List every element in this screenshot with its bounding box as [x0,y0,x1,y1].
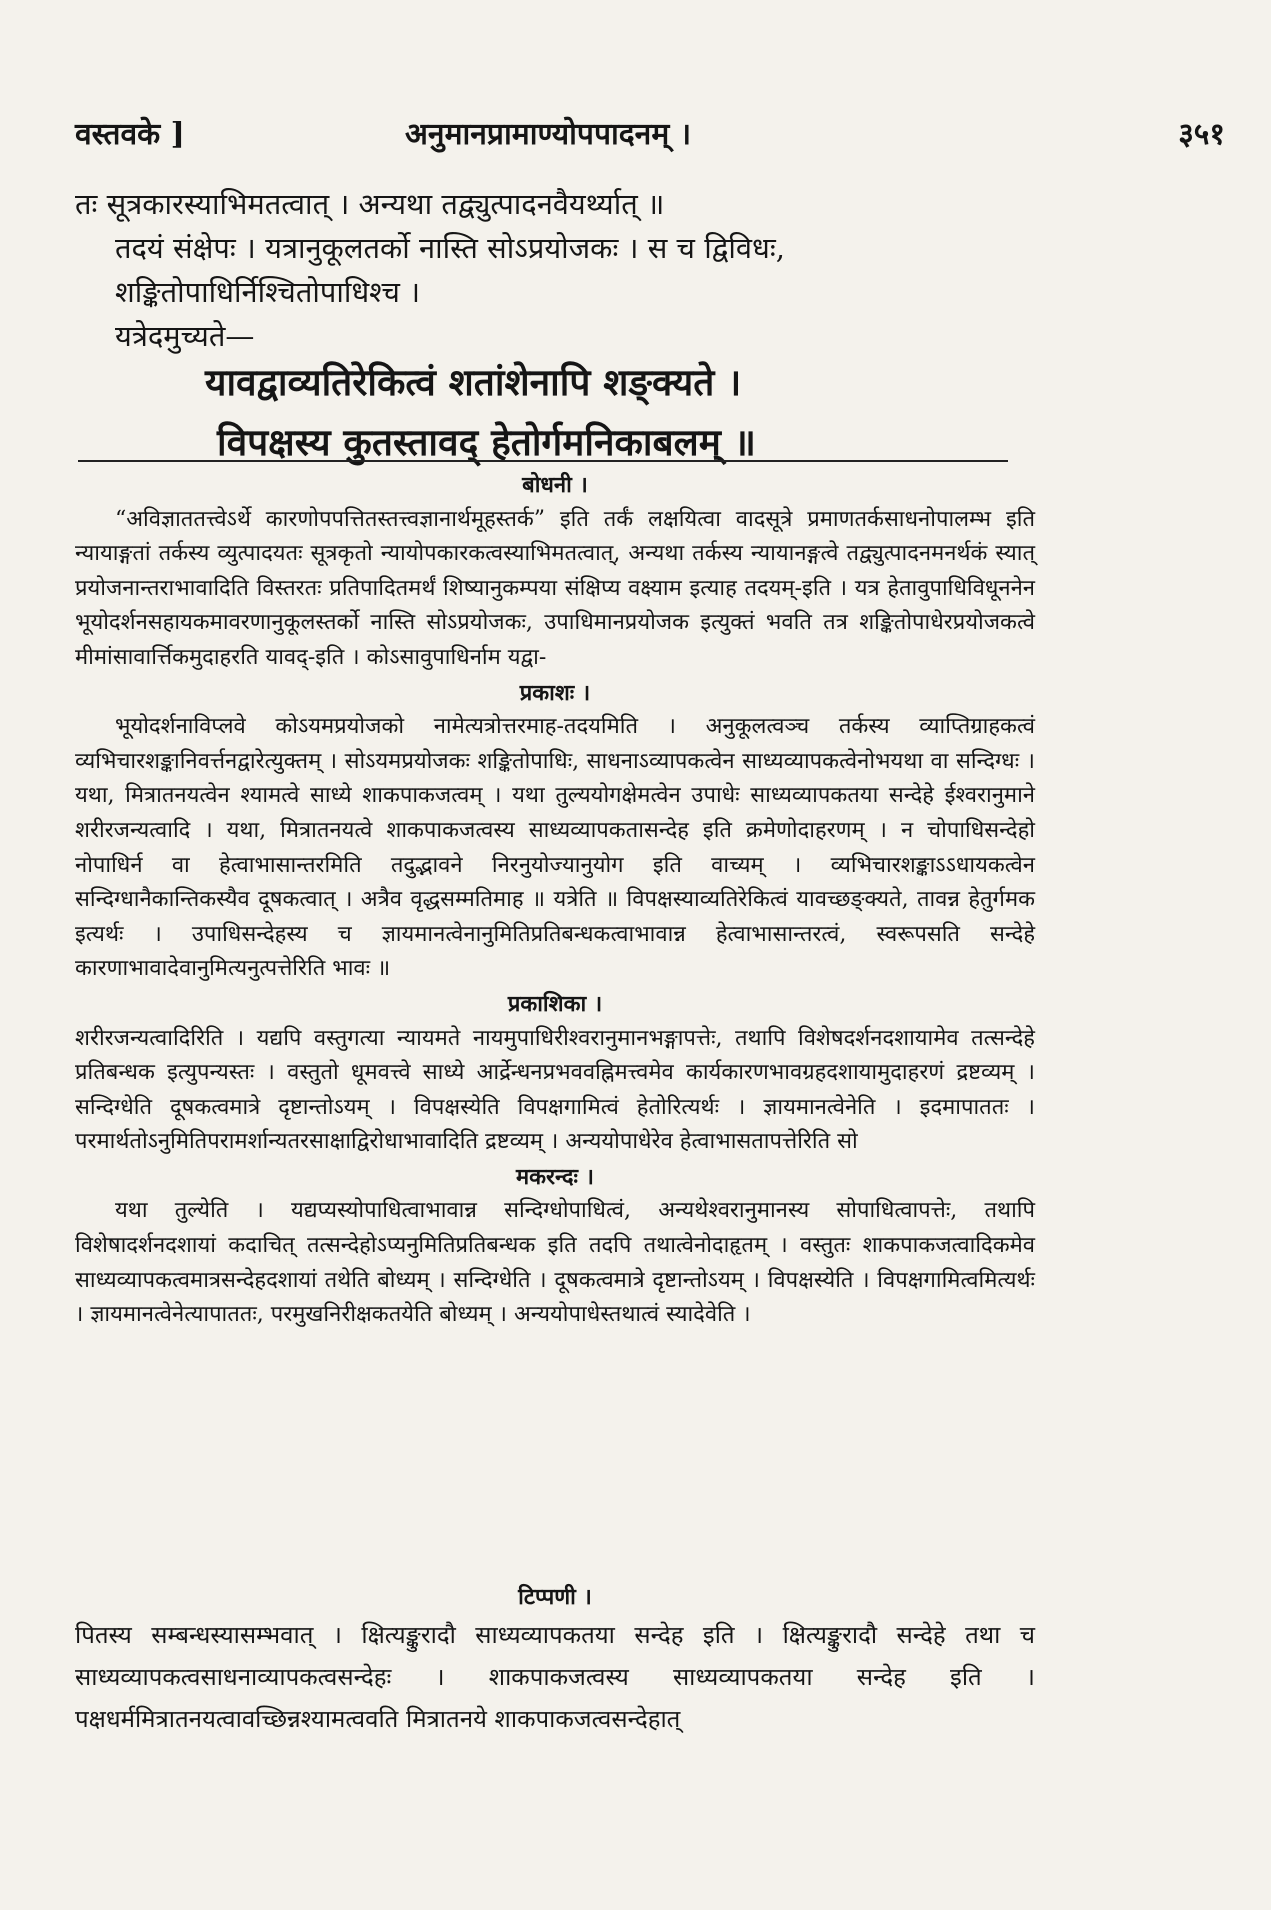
commentary-text-makaranda: यथा तुल्येति । यद्यप्यस्योपाधित्वाभावान्न सन्दिग्धोपाधित्वं, अन्यथेश्वरानुमानस्य सोपाधित्वापत्तेः, तथापि विशेषादर्शनदशायां कदाचित् तत्सन्देहोऽप्यनुमितिप्रतिबन्धक इति तदपि तथात्वेनोदाहृतम् । वस्तुतः शाकपाकजत्वादिकमेव साध्यव्यापकत्वमात्रसन्देहदशायां तथेति बोध्यम् । सन्दिग्धेति । दूषकत्वमात्रे दृष्टान्तोऽयम् । विपक्षस्येति । विपक्षगामित्वमित्यर्थः । ज्ञायमानत्वेनेत्यापाततः, परमुखनिरीक्षकतयेति बोध्यम् । अन्ययोपाधेस्तथात्वं स्यादेवेति । [75,1198,1035,1328]
footnote-title: टिप्पणी । [518,1584,592,1610]
commentary-title-prakashika: प्रकाशिका । [507,990,603,1017]
commentary-title-makaranda: मकरन्दः । [516,1163,594,1190]
main-text [75,182,1035,358]
main-text-line: तः सूत्रकारस्याभिमतत्वात् । अन्यथा तद्व्युत्पादनवैयर्थ्यात् ॥ [75,187,665,221]
commentary-title-prakasha: प्रकाशः । [519,679,591,706]
main-text-line: तदयं संक्षेपः । यत्रानुकूलतर्को नास्ति सोऽप्रयोजकः । स च द्विविधः, शङ्कितोपाधिर्निश्चितोपाधिश्च । [115,231,785,309]
verse-block [205,352,1005,472]
footnote-text: पितस्य सम्बन्धस्यासम्भवात् । क्षित्यङ्कुरादौ साध्यव्यापकतया सन्देह इति । क्षित्यङ्कुरादौ सन्देहे तथा च साध्यव्यापकत्वसाधनाव्यापकत्वसन्देहः । शाकपाकजत्वस्य साध्यव्यापकतया सन्देह इति । पक्षधर्ममित्रातनयत्वावच्छिन्नश्यामत्ववति मित्रातनये शाकपाकजत्वसन्देहात् [75,1621,1035,1733]
verse-line: यावद्वाव्यतिरेकित्वं शतांशेनापि शङ्क्यते । [205,360,742,404]
running-title: अनुमानप्रामाण्योपपादनम् । [405,117,692,152]
verse-line: विपक्षस्य कुतस्तावद् हेतोर्गमनिकाबलम् ॥ [217,420,756,464]
commentary-text-bodhani: “अविज्ञाततत्त्वेऽर्थे कारणोपपत्तितस्तत्त्वज्ञानार्थमूहस्तर्क” इति तर्कं लक्षयित्वा वादसूत्रे प्रमाणतर्कसाधनोपालम्भ इति न्यायाङ्गतां तर्कस्य व्युत्पादयतः सूत्रकृतो न्यायोपकारकत्वस्याभिमतत्वात्, अन्यथा तर्कस्य न्यायानङ्गत्वे तद्व्युत्पादनमनर्थकं स्यात् प्रयोजनान्तराभावादिति विस्तरतः प्रतिपादितमर्थं शिष्यानुकम्पया संक्षिप्य वक्ष्याम इत्याह तदयम्-इति । यत्र हेतावुपाधिविधूननेन भूयोदर्शनसहायकमावरणानुकूलस्तर्को नास्ति सोऽप्रयोजकः, उपाधिमानप्रयोजक इत्युक्तं भवति तत्र शङ्कितोपाधेरप्रयोजकत्वे मीमांसावार्त्तिकमुदाहरति यावद्-इति । कोऽसावुपाधिर्नाम यद्वा- [75,506,1035,670]
commentary-text-prakasha: भूयोदर्शनाविप्लवे कोऽयमप्रयोजको नामेत्यत्रोत्तरमाह-तदयमिति । अनुकूलत्वञ्च तर्कस्य व्याप्तिग्राहकत्वं व्यभिचारशङ्कानिवर्त्तनद्वारेत्युक्तम् । सोऽयमप्रयोजकः शङ्कितोपाधिः, साधनाऽव्यापकत्वेन साध्यव्यापकत्वेनोभयथा वा सन्दिग्धः । यथा, मित्रातनयत्वेन श्यामत्वे साध्ये शाकपाकजत्वम् । यथा तुल्ययोगक्षेमत्वेन उपाधेः साध्यव्यापकतया सन्देहे ईश्वरानुमाने शरीरजन्यत्वादि । यथा, मित्रातनयत्वे शाकपाकजत्वस्य साध्यव्यापकतासन्देह इति क्रमेणोदाहरणम् । न चोपाधिसन्देहो नोपाधिर्न वा हेत्वाभासान्तरमिति तदुद्भावने निरनुयोज्यानुयोग इति वाच्यम् । व्यभिचारशङ्काऽऽधायकत्वेन सन्दिग्धानैकान्तिकस्यैव दूषकत्वात् । अत्रैव वृद्धसम्मतिमाह ॥ यत्रेति ॥ विपक्षस्याव्यतिरेकित्वं यावच्छङ्क्यते, तावन्न हेतुर्गमक इत्यर्थः । उपाधिसन्देहस्य च ज्ञायमानत्वेनानुमितिप्रतिबन्धकत्वाभावान्न हेत्वाभासान्तरत्वं, स्वरूपसति सन्देहे कारणाभावादेवानुमित्यनुत्पत्तेरिति भावः ॥ [75,714,1035,982]
footnote-block [75,1580,1035,1740]
main-text-line: यत्रेदमुच्यते— [115,319,255,353]
commentaries [75,468,1035,1333]
section-divider [78,460,1008,462]
page-header [75,112,1225,162]
page-number: ३५१ [1178,117,1225,152]
commentary-text-prakashika: शरीरजन्यत्वादिरिति । यद्यपि वस्तुगत्या न्यायमते नायमुपाधिरीश्वरानुमानभङ्गापत्तेः, तथापि विशेषदर्शनदशायामेव तत्सन्देहे प्रतिबन्धक इत्युपन्यस्तः । वस्तुतो धूमवत्त्वे साध्ये आर्द्रेन्धनप्रभववह्निमत्त्वमेव कार्यकारणभावग्रहदशायामुदाहरणं द्रष्टव्यम् । सन्दिग्धेति दूषकत्वमात्रे दृष्टान्तोऽयम् । विपक्षस्येति विपक्षगामित्वं हेतोरित्यर्थः । ज्ञायमानत्वेनेति । इदमापाततः । परमार्थतोऽनुमितिपरामर्शान्यतरसाक्षाद्विरोधाभावादिति द्रष्टव्यम् । अन्ययोपाधेरेव हेत्वाभासतापत्तेरिति सो [75,1025,1035,1155]
commentary-title-bodhani: बोधनी । [522,472,588,498]
section-mark: वस्तवके ] [75,117,185,152]
